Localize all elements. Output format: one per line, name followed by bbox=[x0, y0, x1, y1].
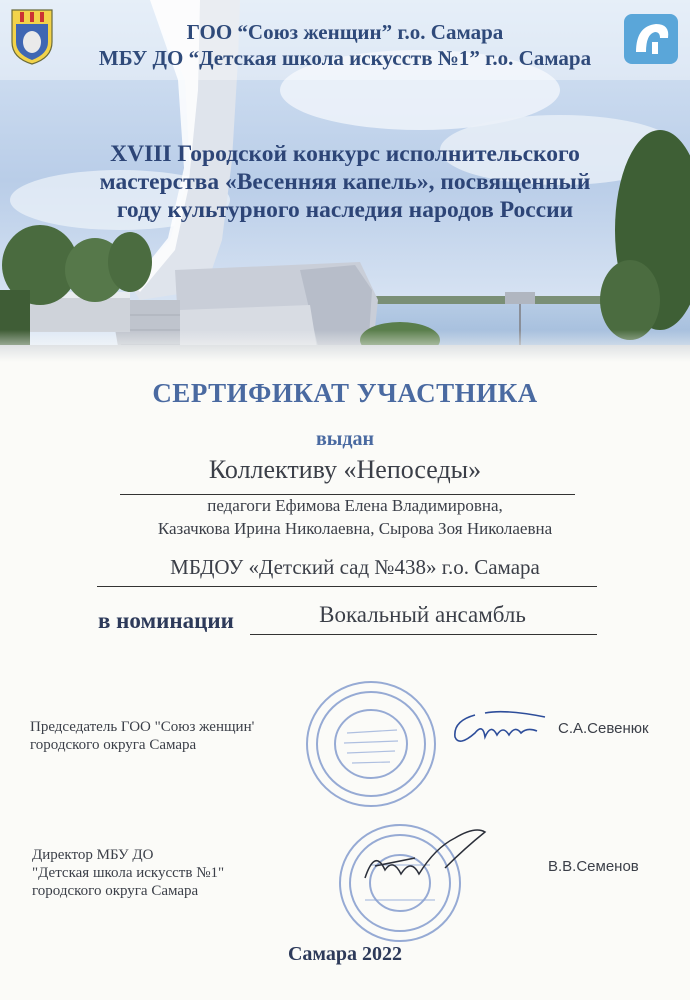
header-org-line1: ГОО “Союз женщин” г.о. Самара bbox=[186, 20, 504, 44]
recipient-underline bbox=[120, 494, 575, 495]
header-org-line2: МБУ ДО “Детская школа искусств №1” г.о. Самара bbox=[98, 46, 592, 70]
certificate-title: СЕРТИФИКАТ УЧАСТНИКА bbox=[152, 378, 538, 408]
contest-title bbox=[40, 140, 650, 224]
city-year: Самара 2022 bbox=[287, 943, 403, 965]
contest-title-line3: году культурного наследия народов России bbox=[116, 197, 574, 223]
organization-name: МБДОУ «Детский сад №438» г.о. Самара bbox=[170, 555, 540, 579]
contest-title-line1: XVIII Городской конкурс исполнительского bbox=[110, 141, 580, 167]
issued-label: выдан bbox=[315, 428, 375, 450]
chair-title-line2: городского округа Самара bbox=[30, 737, 197, 753]
round-stamp-1 bbox=[302, 678, 440, 810]
director-name: В.В.Семенов bbox=[548, 858, 639, 875]
chair-title bbox=[30, 718, 254, 754]
teachers-line2: Казачкова Ирина Николаевна, Сырова Зоя Николаевна bbox=[157, 519, 553, 538]
nomination-value: Вокальный ансамбль bbox=[319, 602, 526, 627]
recipient-name: Коллективу «Непоседы» bbox=[208, 455, 482, 484]
director-title-line2: "Детская школа искусств №1" bbox=[32, 865, 225, 881]
chair-name: С.А.Севенюк bbox=[558, 720, 649, 737]
director-title-line3: городского округа Самара bbox=[32, 883, 199, 899]
chair-title-line1: Председатель ГОО "Союз женщин' bbox=[30, 719, 255, 735]
contest-title-line2: мастерства «Весенняя капель», посвященный bbox=[99, 169, 591, 195]
director-title-line1: Директор МБУ ДО bbox=[32, 847, 154, 863]
nomination-label: в номинации bbox=[98, 608, 234, 633]
director-signature bbox=[345, 818, 495, 898]
organization-underline bbox=[97, 586, 597, 587]
director-title bbox=[32, 846, 224, 900]
nomination-underline bbox=[250, 634, 597, 635]
teachers-line1: педагоги Ефимова Елена Владимировна, bbox=[207, 496, 503, 515]
chair-signature bbox=[445, 703, 555, 753]
